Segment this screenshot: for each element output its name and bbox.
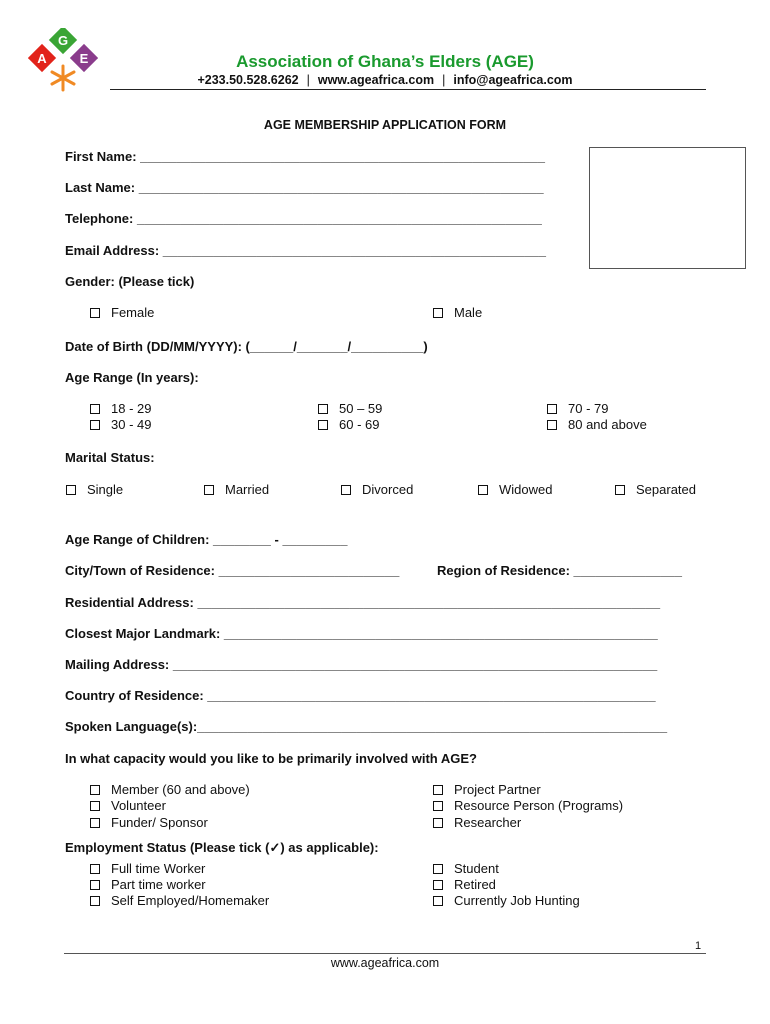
telephone-field[interactable]: Telephone: ________________________________________________________ bbox=[65, 211, 542, 226]
checkbox[interactable] bbox=[433, 785, 443, 795]
checkbox[interactable] bbox=[318, 404, 328, 414]
employment-option[interactable]: Student bbox=[433, 861, 499, 876]
contact-line bbox=[0, 73, 770, 87]
footer-website-link[interactable]: www.ageafrica.com bbox=[330, 956, 440, 970]
email-link[interactable]: info@ageafrica.com bbox=[453, 73, 573, 87]
checkbox[interactable] bbox=[547, 404, 557, 414]
marital-option-single[interactable]: Single bbox=[66, 482, 123, 497]
age-option[interactable]: 18 - 29 bbox=[90, 401, 151, 416]
age-option[interactable]: 70 - 79 bbox=[547, 401, 608, 416]
checkbox[interactable] bbox=[66, 485, 76, 495]
checkbox[interactable] bbox=[433, 801, 443, 811]
svg-text:A: A bbox=[37, 51, 47, 66]
separator: | bbox=[306, 73, 310, 87]
checkbox[interactable] bbox=[318, 420, 328, 430]
capacity-option[interactable]: Researcher bbox=[433, 815, 521, 830]
capacity-option[interactable]: Project Partner bbox=[433, 782, 541, 797]
gender-option-male[interactable]: Male bbox=[433, 305, 482, 320]
employment-option[interactable]: Self Employed/Homemaker bbox=[90, 893, 269, 908]
capacity-label: In what capacity would you like to be primarily involved with AGE? bbox=[65, 751, 477, 766]
logo-diamond-g bbox=[49, 28, 77, 54]
mailing-address-field[interactable]: Mailing Address: ___________________________________________________________________ bbox=[65, 657, 658, 672]
svg-text:E: E bbox=[79, 51, 89, 66]
checkbox[interactable] bbox=[90, 864, 100, 874]
checkbox[interactable] bbox=[615, 485, 625, 495]
org-title: Association of Ghana’s Elders (AGE) bbox=[236, 52, 534, 71]
employment-option[interactable]: Currently Job Hunting bbox=[433, 893, 580, 908]
checkbox[interactable] bbox=[433, 308, 443, 318]
email-field[interactable]: Email Address: _____________________________________________________ bbox=[65, 243, 546, 258]
checkbox[interactable] bbox=[433, 864, 443, 874]
checkbox[interactable] bbox=[90, 896, 100, 906]
header-divider bbox=[110, 89, 706, 90]
separator: | bbox=[442, 73, 446, 87]
first-name-field[interactable]: First Name: ________________________________________________________ bbox=[65, 149, 546, 164]
capacity-option[interactable]: Member (60 and above) bbox=[90, 782, 250, 797]
marital-status-label: Marital Status: bbox=[65, 450, 155, 465]
age-option[interactable]: 30 - 49 bbox=[90, 417, 151, 432]
footer-divider bbox=[64, 953, 706, 954]
marital-option-married[interactable]: Married bbox=[204, 482, 269, 497]
age-option[interactable]: 60 - 69 bbox=[318, 417, 379, 432]
phone-number: +233.50.528.6262 bbox=[197, 73, 299, 87]
marital-option-widowed[interactable]: Widowed bbox=[478, 482, 552, 497]
country-field[interactable]: Country of Residence: ______________________________________________________________ bbox=[65, 688, 656, 703]
checkbox[interactable] bbox=[204, 485, 214, 495]
employment-option[interactable]: Retired bbox=[433, 877, 496, 892]
checkbox[interactable] bbox=[433, 818, 443, 828]
checkbox[interactable] bbox=[433, 896, 443, 906]
residential-address-field[interactable]: Residential Address: ________________________________________________________________ bbox=[65, 595, 661, 610]
dob-field[interactable]: Date of Birth (DD/MM/YYYY): (______/_______/__________) bbox=[65, 339, 428, 354]
checkbox[interactable] bbox=[90, 308, 100, 318]
checkbox[interactable] bbox=[90, 801, 100, 811]
employment-option[interactable]: Full time Worker bbox=[90, 861, 205, 876]
page-number: 1 bbox=[695, 940, 702, 952]
checkbox[interactable] bbox=[341, 485, 351, 495]
last-name-field[interactable]: Last Name: ________________________________________________________ bbox=[65, 180, 544, 195]
languages-field[interactable]: Spoken Language(s):_________________________________________________________________ bbox=[65, 719, 668, 734]
gender-option-female[interactable]: Female bbox=[90, 305, 154, 320]
website-link[interactable]: www.ageafrica.com bbox=[317, 73, 435, 87]
checkbox[interactable] bbox=[90, 818, 100, 828]
region-field[interactable]: Region of Residence: _______________ bbox=[437, 563, 682, 578]
age-range-label: Age Range (In years): bbox=[65, 370, 199, 385]
city-field[interactable]: City/Town of Residence: _________________________ bbox=[65, 563, 400, 578]
gender-label: Gender: (Please tick) bbox=[65, 274, 195, 289]
marital-option-separated[interactable]: Separated bbox=[615, 482, 696, 497]
marital-option-divorced[interactable]: Divorced bbox=[341, 482, 413, 497]
landmark-field[interactable]: Closest Major Landmark: ____________________________________________________________ bbox=[65, 626, 658, 641]
employment-status-label: Employment Status (Please tick (✓) as applicable): bbox=[65, 840, 379, 855]
checkbox[interactable] bbox=[547, 420, 557, 430]
age-option[interactable]: 50 – 59 bbox=[318, 401, 382, 416]
children-age-range-field[interactable]: Age Range of Children: ________ - _________ bbox=[65, 532, 348, 547]
photo-box bbox=[589, 147, 746, 269]
svg-text:G: G bbox=[57, 33, 69, 48]
checkbox[interactable] bbox=[90, 880, 100, 890]
checkbox[interactable] bbox=[90, 404, 100, 414]
capacity-option[interactable]: Resource Person (Programs) bbox=[433, 798, 623, 813]
checkbox[interactable] bbox=[433, 880, 443, 890]
checkbox[interactable] bbox=[478, 485, 488, 495]
capacity-option[interactable]: Funder/ Sponsor bbox=[90, 815, 208, 830]
capacity-option[interactable]: Volunteer bbox=[90, 798, 166, 813]
checkbox[interactable] bbox=[90, 785, 100, 795]
form-title: AGE MEMBERSHIP APPLICATION FORM bbox=[263, 118, 507, 132]
age-option[interactable]: 80 and above bbox=[547, 417, 647, 432]
employment-option[interactable]: Part time worker bbox=[90, 877, 206, 892]
checkbox[interactable] bbox=[90, 420, 100, 430]
